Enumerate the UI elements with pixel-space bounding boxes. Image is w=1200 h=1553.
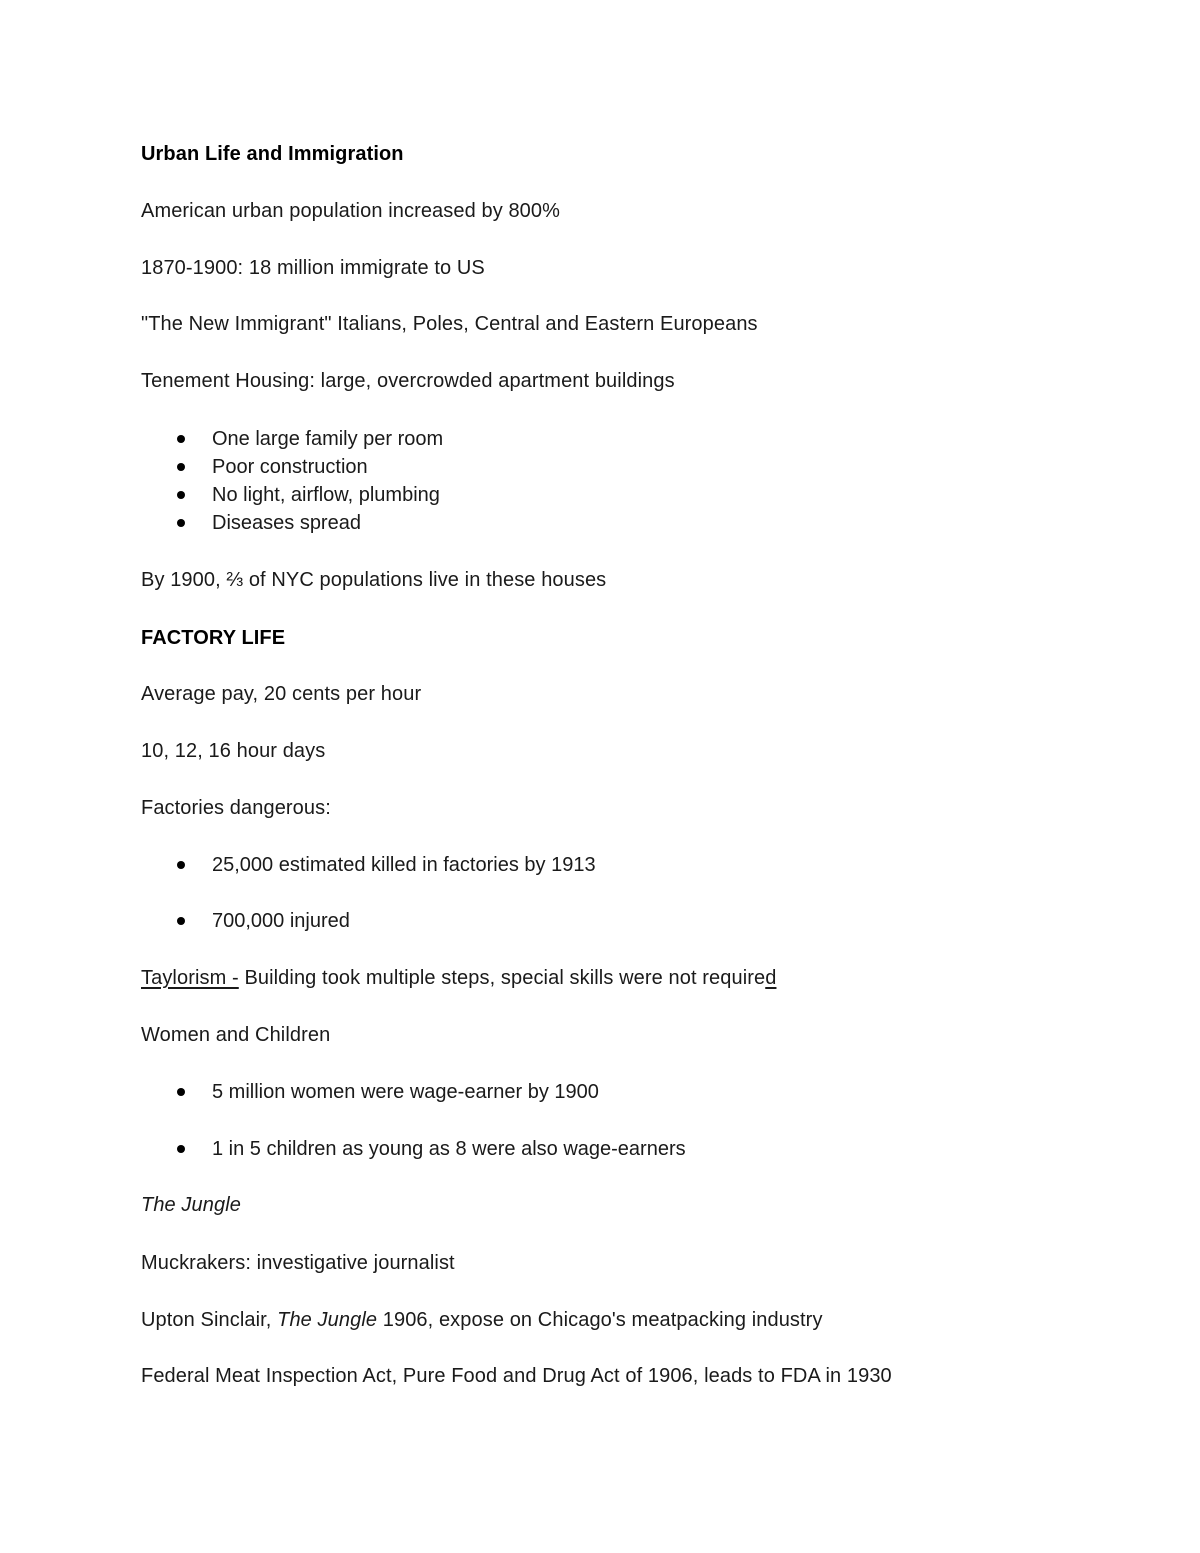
paragraph-meat-inspection-act: Federal Meat Inspection Act, Pure Food and Drug Act of 1906, leads to FDA in 1930: [141, 1365, 892, 1387]
book-title: The Jungle: [277, 1309, 378, 1331]
bullet-icon: [177, 917, 185, 925]
paragraph-women-children: Women and Children: [141, 1024, 331, 1046]
list-item-text: Poor construction: [212, 456, 368, 478]
paragraph-upton-sinclair: [141, 1308, 823, 1332]
paragraph-hour-days: 10, 12, 16 hour days: [141, 740, 326, 762]
paragraph-tenement-housing: Tenement Housing: large, overcrowded apartment buildings: [141, 370, 675, 392]
list-item-text: 25,000 estimated killed in factories by 1913: [212, 854, 596, 876]
paragraph-immigration-numbers: 1870-1900: 18 million immigrate to US: [141, 257, 485, 279]
taylorism-definition-end: d: [765, 967, 777, 989]
bullet-icon: [177, 861, 185, 869]
bullet-icon: [177, 519, 185, 527]
list-item-text: No light, airflow, plumbing: [212, 484, 440, 506]
paragraph-urban-population: American urban population increased by 800%: [141, 200, 561, 222]
paragraph-average-pay: Average pay, 20 cents per hour: [141, 683, 422, 705]
paragraph-nyc-population: By 1900, ⅔ of NYC populations live in these houses: [141, 569, 607, 591]
bullet-icon: [177, 435, 185, 443]
sinclair-text-start: Upton Sinclair,: [141, 1309, 278, 1331]
paragraph-new-immigrant: "The New Immigrant" Italians, Poles, Central and Eastern Europeans: [141, 313, 758, 335]
bullet-icon: [177, 1145, 185, 1153]
list-item-text: Diseases spread: [212, 512, 361, 534]
section-title-factory-life: FACTORY LIFE: [141, 627, 286, 649]
paragraph-taylorism: [141, 966, 776, 990]
bullet-icon: [177, 1088, 185, 1096]
paragraph-muckrakers: Muckrakers: investigative journalist: [141, 1252, 455, 1274]
list-item-text: One large family per room: [212, 428, 444, 450]
section-title-urban-life: Urban Life and Immigration: [141, 143, 404, 165]
bullet-icon: [177, 463, 185, 471]
list-item-text: 700,000 injured: [212, 910, 350, 932]
list-item-text: 5 million women were wage-earner by 1900: [212, 1081, 599, 1103]
paragraph-factories-dangerous: Factories dangerous:: [141, 797, 331, 819]
sinclair-text-end: 1906, expose on Chicago's meatpacking industry: [377, 1309, 823, 1331]
bullet-icon: [177, 491, 185, 499]
taylorism-definition: Building took multiple steps, special skills were not require: [238, 967, 766, 989]
paragraph-the-jungle-title: The Jungle: [141, 1194, 241, 1216]
list-item-text: 1 in 5 children as young as 8 were also wage-earners: [212, 1138, 686, 1160]
taylorism-term: Taylorism -: [141, 967, 239, 989]
